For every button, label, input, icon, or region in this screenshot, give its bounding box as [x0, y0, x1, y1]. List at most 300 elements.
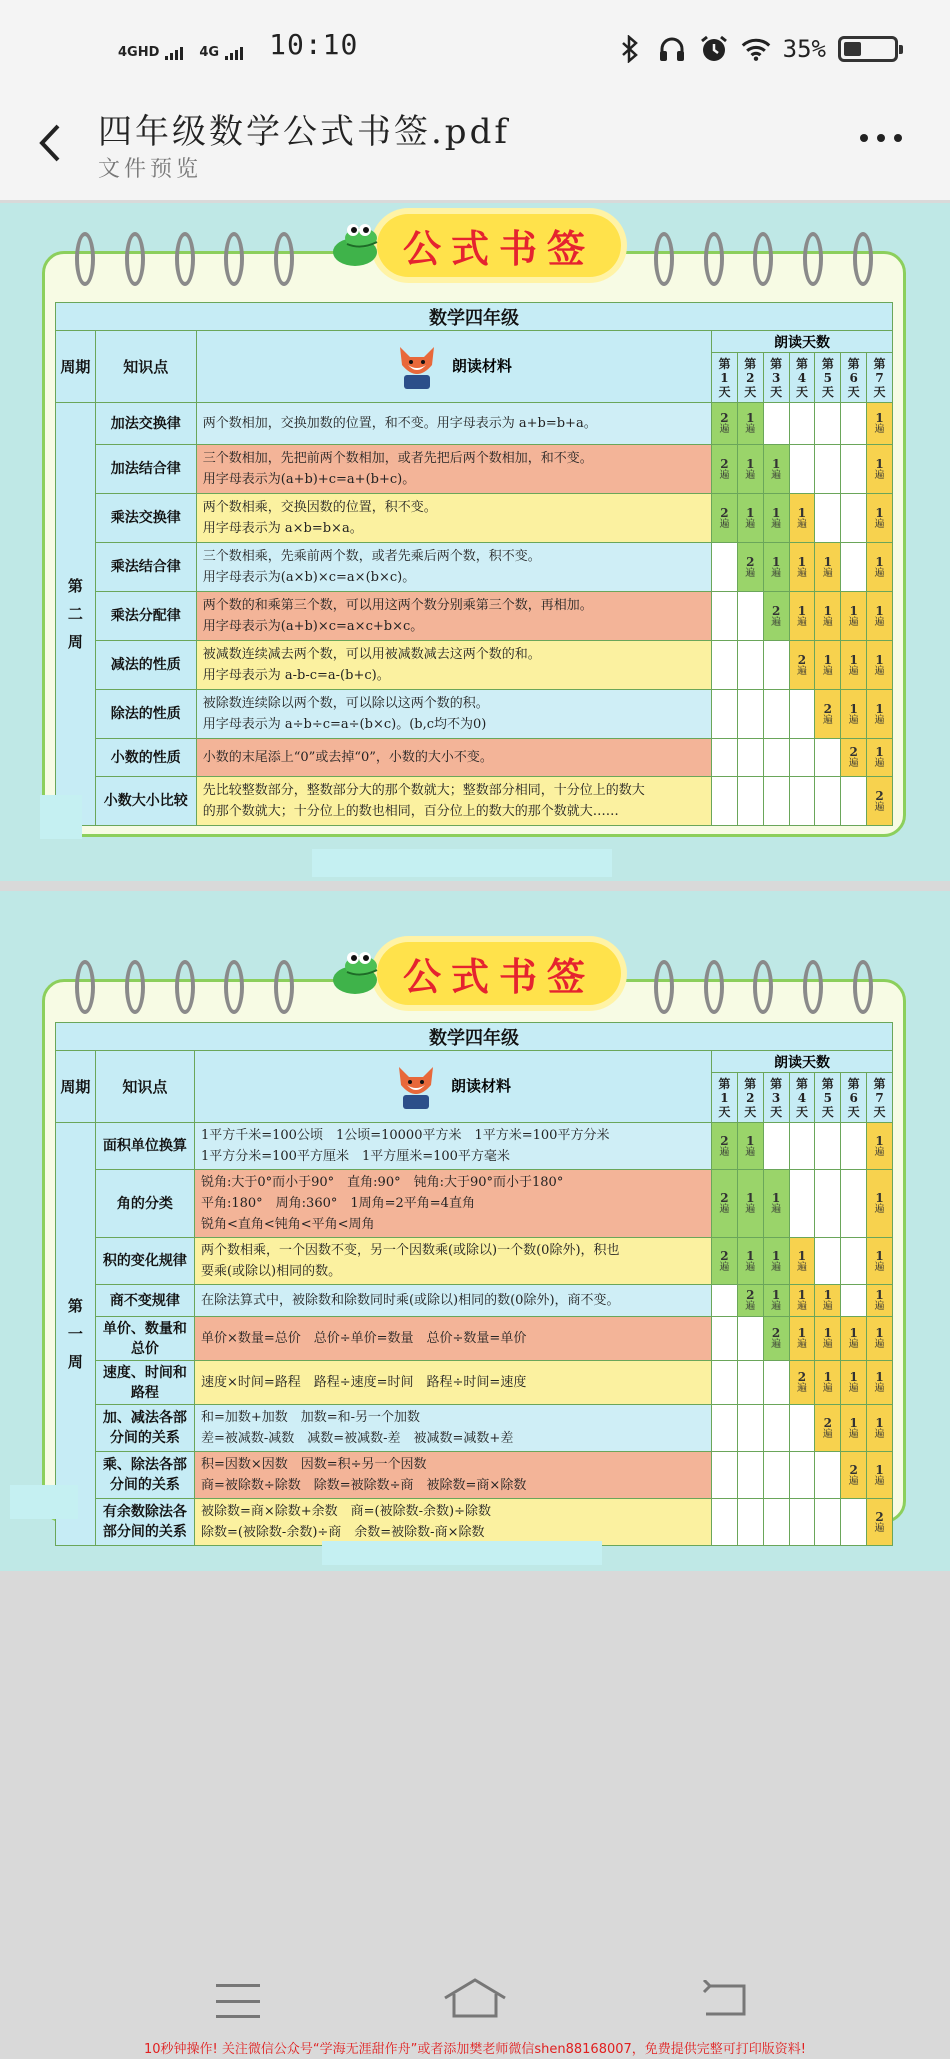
material-cell: [194, 1317, 711, 1361]
day-cell: [712, 592, 738, 641]
read-count: 1: [823, 554, 832, 569]
day-cell: [815, 777, 841, 826]
read-unit: 遍: [822, 1383, 833, 1394]
read-unit: 遍: [874, 1339, 885, 1350]
read-count: 1: [771, 1288, 781, 1302]
day-cell: [763, 494, 789, 543]
day-cell: [867, 403, 893, 445]
signal-2-label: 4G: [199, 45, 220, 60]
read-count: 1: [849, 1370, 858, 1384]
material-header-label: 朗读材料: [451, 356, 512, 375]
read-count: 2: [849, 745, 858, 759]
day-7-header: 第 7 天: [867, 1073, 893, 1123]
day-cell: [763, 445, 789, 494]
day-cell: [737, 592, 763, 641]
day-cell: [867, 777, 893, 826]
day-cell: [763, 403, 789, 445]
day-cell: [789, 1452, 815, 1499]
day-cell: [815, 403, 841, 445]
read-count: 2: [875, 788, 884, 803]
material-line: 先比较整数部分，整数部分大的那个数就大；整数部分相同，十分位上的数大: [202, 783, 645, 798]
day-5-header: 第 5 天: [815, 353, 841, 403]
day-cell: [841, 641, 867, 690]
day-cell: [789, 777, 815, 826]
day-cell: [763, 1170, 789, 1238]
day-cell: [789, 739, 815, 777]
read-unit: 遍: [874, 665, 885, 677]
read-unit: 遍: [719, 424, 730, 435]
read-unit: 遍: [745, 1146, 756, 1158]
day-cell: [737, 494, 763, 543]
read-unit: 遍: [745, 518, 756, 530]
day-cell: [841, 403, 867, 445]
bookmark-card: [42, 954, 906, 1540]
read-count: 1: [849, 603, 858, 618]
page-corner-tab: [40, 795, 82, 839]
day-cell: [789, 1123, 815, 1170]
back-button[interactable]: [30, 118, 70, 168]
day-cell: [867, 1499, 893, 1546]
day-cell: [712, 403, 738, 445]
day-cell: [763, 1452, 789, 1499]
day-cell: [737, 739, 763, 777]
read-unit: 遍: [848, 1428, 859, 1440]
day-cell: [712, 777, 738, 826]
system-nav-bar: [0, 1950, 950, 2059]
topic-cell: 小数的性质: [95, 739, 196, 777]
day-cell: [841, 445, 867, 494]
day-cell: [867, 1285, 893, 1317]
table-row: [56, 445, 893, 494]
material-line: 用字母表示为(a×b)×c=a×(b×c)。: [202, 570, 416, 585]
day-cell: [712, 1499, 738, 1546]
read-unit: 遍: [874, 1204, 885, 1215]
read-count: 1: [849, 701, 858, 716]
day-cell: [763, 543, 789, 592]
day-cell: [841, 1361, 867, 1405]
read-count: 1: [849, 1415, 858, 1430]
read-unit: 遍: [848, 665, 859, 677]
material-cell: [196, 641, 711, 690]
day-cell: [841, 1317, 867, 1361]
day-cell: [841, 1499, 867, 1546]
day-1-header: 第 1 天: [712, 353, 738, 403]
material-cell: [194, 1361, 711, 1405]
promo-footer: 10秒钟操作! 关注微信公众号“学海无涯甜作舟”或者添加樊老师微信shen88168007，免费提供完整可打印版资料!: [144, 2042, 806, 2057]
read-count: 1: [875, 1326, 884, 1340]
home-icon: [442, 1976, 508, 2020]
home-button[interactable]: [442, 1976, 508, 2024]
pdf-page-2[interactable]: [0, 891, 950, 1571]
read-count: 2: [823, 1415, 832, 1430]
material-line: 两个数相乘，一个因数不变，另一个因数乘(或除以)一个数(0除外)，积也: [200, 1243, 620, 1258]
headphones-icon: [657, 34, 687, 64]
read-unit: 遍: [874, 469, 885, 481]
day-4-header: 第 4 天: [789, 1073, 815, 1123]
material-line: 三个数相加，先把前两个数相加，或者先把后两个数相加，和不变。: [202, 451, 593, 466]
read-unit: 遍: [745, 1204, 756, 1215]
day-cell: [763, 690, 789, 739]
read-unit: 遍: [874, 1301, 885, 1312]
page-bottom-tab: [322, 1541, 602, 1565]
read-unit: 遍: [745, 424, 756, 435]
read-unit: 遍: [848, 616, 859, 628]
crocodile-icon: [327, 218, 383, 274]
read-unit: 遍: [719, 1204, 730, 1215]
read-count: 2: [720, 456, 729, 471]
day-cell: [841, 1405, 867, 1452]
day-cell: [763, 1285, 789, 1317]
material-cell: [196, 445, 711, 494]
read-count: 2: [771, 1326, 781, 1340]
day-cell: [712, 1170, 738, 1238]
day-4-header: 第 4 天: [789, 353, 815, 403]
read-unit: 遍: [719, 1261, 730, 1273]
material-cell: [196, 543, 711, 592]
read-count: 2: [746, 1288, 755, 1302]
read-count: 1: [823, 652, 832, 667]
topic-cell: 乘法分配律: [95, 592, 196, 641]
day-cell: [815, 494, 841, 543]
topic-cell: 加、减法各部分间的关系: [95, 1405, 194, 1452]
table-row: [56, 1238, 893, 1285]
day-cell: [867, 739, 893, 777]
column-header-material: [196, 331, 711, 403]
material-line: 速度×时间=路程 路程÷速度=时间 路程÷时间=速度: [200, 1375, 527, 1390]
topic-cell: 加法结合律: [95, 445, 196, 494]
column-header-material: [194, 1051, 711, 1123]
read-count: 1: [797, 1326, 807, 1340]
nav-back-button[interactable]: [700, 1980, 750, 2024]
day-cell: [712, 1285, 738, 1317]
day-cell: [737, 1238, 763, 1285]
pdf-page-1[interactable]: [0, 203, 950, 881]
document-subtitle: 文件预览: [98, 157, 203, 182]
table-row: [56, 1499, 893, 1546]
read-count: 2: [720, 411, 729, 425]
day-cell: [867, 1170, 893, 1238]
material-cell: [194, 1405, 711, 1452]
day-cell: [763, 1405, 789, 1452]
read-count: 1: [875, 456, 884, 471]
read-unit: 遍: [822, 714, 833, 726]
formula-table: [55, 1022, 893, 1546]
read-count: 1: [849, 652, 858, 667]
read-unit: 遍: [796, 1301, 807, 1312]
bookmark-card: [42, 226, 906, 837]
day-cell: [737, 403, 763, 445]
read-count: 1: [746, 505, 755, 520]
day-cell: [815, 1499, 841, 1546]
read-count: 1: [746, 1133, 755, 1148]
material-line: 两个数相加，交换加数的位置，和不变。用字母表示为 a+b=b+a。: [202, 416, 597, 431]
day-cell: [763, 641, 789, 690]
day-cell: [712, 739, 738, 777]
status-bar: [0, 0, 950, 96]
material-line: 被减数连续减去两个数，可以用被减数减去这两个数的和。: [202, 647, 541, 662]
read-count: 1: [823, 1370, 832, 1384]
day-cell: [815, 445, 841, 494]
day-3-header: 第 3 天: [763, 1073, 789, 1123]
menu-button[interactable]: [216, 1984, 260, 2018]
material-line: 单价×数量=总价 总价÷单价=数量 总价÷数量=单价: [200, 1331, 527, 1346]
material-line: 平角:180° 周角:360° 1周角=2平角=4直角: [200, 1196, 475, 1211]
day-6-header: 第 6 天: [841, 1073, 867, 1123]
read-count: 1: [771, 1248, 781, 1263]
read-count: 2: [797, 652, 807, 667]
day-cell: [815, 641, 841, 690]
day-cell: [815, 1317, 841, 1361]
read-count: 1: [875, 1133, 884, 1148]
topic-cell: 角的分类: [95, 1170, 194, 1238]
topic-cell: 商不变规律: [95, 1285, 194, 1317]
badge-title: 公式书签: [377, 942, 621, 1005]
read-count: 2: [823, 701, 832, 716]
day-cell: [867, 494, 893, 543]
material-line: 积=因数×因数 因数=积÷另一个因数: [200, 1457, 427, 1472]
table-row: [56, 739, 893, 777]
day-5-header: 第 5 天: [815, 1073, 841, 1123]
read-unit: 遍: [771, 1301, 782, 1312]
read-count: 2: [720, 505, 729, 520]
topic-cell: 乘法结合律: [95, 543, 196, 592]
day-1-header: 第 1 天: [712, 1073, 738, 1123]
day-cell: [815, 1238, 841, 1285]
material-line: 除数=(被除数-余数)÷商 余数=被除数-商×除数: [200, 1525, 485, 1540]
battery-icon: [838, 36, 898, 62]
read-count: 1: [771, 505, 781, 520]
read-unit: 遍: [796, 665, 807, 677]
read-unit: 遍: [719, 518, 730, 530]
crocodile-icon: [327, 946, 383, 1002]
read-count: 1: [875, 1462, 884, 1477]
day-cell: [841, 777, 867, 826]
read-unit: 遍: [874, 1261, 885, 1273]
day-cell: [815, 1170, 841, 1238]
table-row: [56, 494, 893, 543]
fox-mascot-icon: [396, 343, 438, 391]
week-label: 第 二 周: [56, 403, 96, 826]
topic-cell: 乘法交换律: [95, 494, 196, 543]
read-unit: 遍: [745, 469, 756, 481]
material-line: 用字母表示为(a+b)+c=a+(b+c)。: [202, 472, 416, 487]
day-cell: [841, 592, 867, 641]
material-line: 被除数连续除以两个数，可以除以这两个数的积。: [202, 696, 489, 711]
read-unit: 遍: [745, 567, 756, 579]
read-count: 1: [746, 411, 755, 425]
signal-1-label: 4GHD: [118, 45, 160, 60]
day-cell: [763, 1361, 789, 1405]
material-line: 在除法算式中，被除数和除数同时乘(或除以)相同的数(0除外)，商不变。: [200, 1293, 620, 1308]
week-label: 第 一 周: [56, 1123, 96, 1546]
table-row: [56, 690, 893, 739]
table-row: [56, 1170, 893, 1238]
read-unit: 遍: [874, 567, 885, 579]
material-cell: [196, 592, 711, 641]
read-unit: 遍: [874, 758, 885, 769]
read-count: 1: [797, 505, 807, 520]
day-cell: [789, 543, 815, 592]
page-corner-tab: [10, 1485, 78, 1519]
bookmark-badge: [327, 214, 621, 277]
day-cell: [867, 1123, 893, 1170]
read-unit: 遍: [822, 616, 833, 628]
day-cell: [737, 543, 763, 592]
read-unit: 遍: [848, 1339, 859, 1350]
grade-title: 数学四年级: [56, 303, 893, 331]
material-cell: [196, 739, 711, 777]
read-unit: 遍: [796, 1339, 807, 1350]
read-count: 2: [797, 1370, 807, 1384]
day-cell: [789, 494, 815, 543]
read-count: 1: [771, 554, 781, 569]
read-unit: 遍: [874, 616, 885, 628]
day-cell: [737, 445, 763, 494]
read-unit: 遍: [771, 518, 782, 530]
topic-cell: 面积单位换算: [95, 1123, 194, 1170]
day-cell: [815, 690, 841, 739]
material-line: 商=被除数÷除数 除数=被除数÷商 被除数=商×除数: [200, 1478, 527, 1493]
material-line: 1平方分米=100平方厘米 1平方厘米=100平方毫米: [200, 1149, 510, 1164]
read-count: 1: [746, 1248, 755, 1263]
day-cell: [737, 1317, 763, 1361]
day-cell: [867, 690, 893, 739]
read-unit: 遍: [796, 567, 807, 579]
topic-cell: 积的变化规律: [95, 1238, 194, 1285]
read-unit: 遍: [719, 1146, 730, 1158]
read-count: 1: [875, 1288, 884, 1302]
day-cell: [737, 690, 763, 739]
material-cell: [194, 1123, 711, 1170]
day-cell: [841, 494, 867, 543]
material-cell: [194, 1452, 711, 1499]
read-unit: 遍: [822, 1301, 833, 1312]
day-cell: [737, 1123, 763, 1170]
read-count: 2: [720, 1133, 729, 1148]
read-count: 1: [797, 1288, 807, 1302]
read-unit: 遍: [848, 1475, 859, 1487]
day-cell: [867, 1405, 893, 1452]
table-row: [56, 592, 893, 641]
read-count: 2: [746, 554, 755, 569]
day-7-header: 第 7 天: [867, 353, 893, 403]
read-unit: 遍: [719, 469, 730, 481]
day-cell: [737, 1405, 763, 1452]
alarm-icon: [699, 34, 729, 64]
topic-cell: 减法的性质: [95, 641, 196, 690]
read-count: 1: [875, 745, 884, 759]
material-cell: [194, 1499, 711, 1546]
read-unit: 遍: [874, 1428, 885, 1440]
day-cell: [737, 1361, 763, 1405]
day-cell: [789, 445, 815, 494]
day-cell: [789, 1361, 815, 1405]
material-cell: [194, 1170, 711, 1238]
day-cell: [867, 1452, 893, 1499]
read-count: 1: [875, 1370, 884, 1384]
topic-cell: 除法的性质: [95, 690, 196, 739]
day-cell: [815, 739, 841, 777]
day-cell: [712, 543, 738, 592]
day-cell: [737, 641, 763, 690]
material-line: 两个数相乘，交换因数的位置，积不变。: [202, 500, 437, 515]
chevron-left-icon: [38, 123, 62, 163]
material-cell: [196, 403, 711, 445]
read-unit: 遍: [822, 567, 833, 579]
day-cell: [712, 1317, 738, 1361]
material-line: 三个数相乘，先乘前两个数，或者先乘后两个数，积不变。: [202, 549, 541, 564]
material-header-label: 朗读材料: [450, 1076, 511, 1095]
material-line: 要乘(或除以)相同的数。: [200, 1264, 342, 1279]
day-cell: [815, 1452, 841, 1499]
column-header-days: 朗读天数: [712, 1051, 893, 1073]
column-header-topic: 知识点: [95, 331, 196, 403]
material-cell: [194, 1238, 711, 1285]
material-cell: [196, 494, 711, 543]
signal-2-icon: [199, 46, 243, 60]
clock: 10:10: [269, 28, 359, 61]
day-cell: [763, 1123, 789, 1170]
day-cell: [789, 1317, 815, 1361]
day-cell: [763, 739, 789, 777]
read-unit: 遍: [745, 1301, 756, 1312]
read-unit: 遍: [848, 714, 859, 726]
read-unit: 遍: [848, 1383, 859, 1394]
more-options-button[interactable]: [860, 134, 902, 142]
read-count: 1: [823, 1326, 832, 1340]
day-cell: [789, 403, 815, 445]
read-count: 1: [746, 456, 755, 471]
read-unit: 遍: [796, 1383, 807, 1394]
read-count: 1: [849, 1326, 858, 1340]
document-title: 四年级数学公式书签.pdf: [98, 112, 510, 152]
day-cell: [867, 543, 893, 592]
day-cell: [712, 1452, 738, 1499]
day-cell: [867, 641, 893, 690]
day-cell: [815, 1405, 841, 1452]
day-cell: [841, 1452, 867, 1499]
day-cell: [737, 1285, 763, 1317]
day-cell: [789, 641, 815, 690]
topic-cell: 速度、时间和路程: [95, 1361, 194, 1405]
table-row: [56, 1361, 893, 1405]
day-cell: [737, 1452, 763, 1499]
read-unit: 遍: [771, 567, 782, 579]
read-unit: 遍: [874, 1146, 885, 1158]
read-count: 2: [720, 1248, 729, 1263]
day-cell: [841, 690, 867, 739]
table-row: [56, 641, 893, 690]
read-count: 2: [771, 603, 781, 618]
day-cell: [841, 739, 867, 777]
read-count: 1: [746, 1191, 755, 1205]
day-cell: [867, 1361, 893, 1405]
material-line: 1平方千米=100公顷 1公顷=10000平方米 1平方米=100平方分米: [200, 1128, 610, 1143]
topic-cell: 乘、除法各部分间的关系: [95, 1452, 194, 1499]
day-cell: [763, 1238, 789, 1285]
day-cell: [815, 1123, 841, 1170]
table-row: [56, 1452, 893, 1499]
material-line: 差=被减数-减数 减数=被减数-差 被减数=减数+差: [200, 1431, 514, 1446]
read-unit: 遍: [822, 665, 833, 677]
day-cell: [867, 1317, 893, 1361]
read-unit: 遍: [874, 1383, 885, 1394]
page-bottom-tab: [312, 849, 612, 877]
read-count: 2: [849, 1462, 858, 1477]
table-row: [56, 777, 893, 826]
day-cell: [763, 1317, 789, 1361]
read-count: 2: [875, 1509, 884, 1524]
